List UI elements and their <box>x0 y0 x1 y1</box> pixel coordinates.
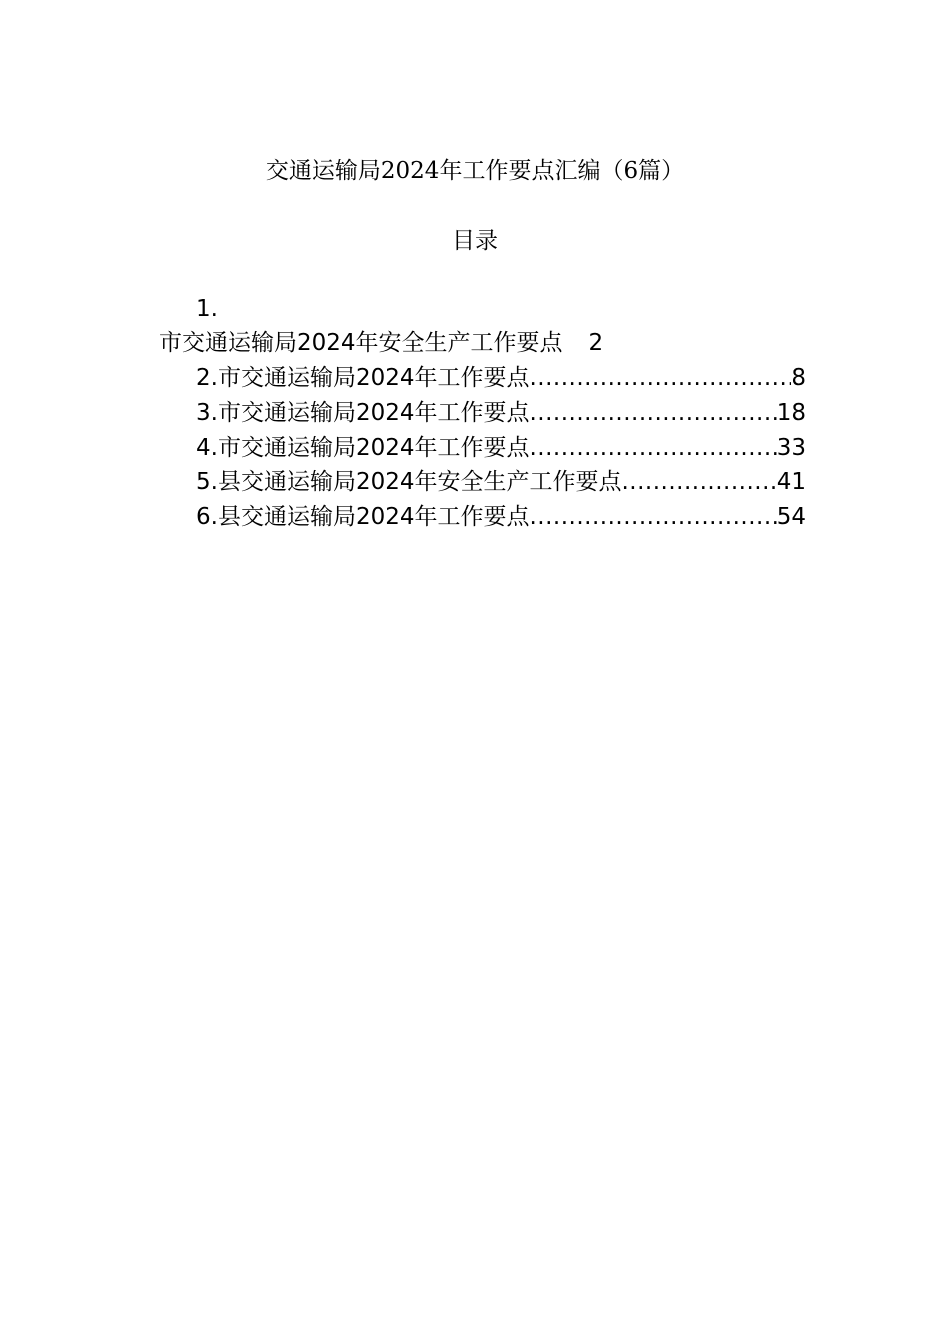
toc-entry-page: 54 <box>776 504 806 531</box>
toc-entry-1[interactable] <box>159 326 603 360</box>
toc-list <box>196 361 806 535</box>
toc-entry-page: 8 <box>791 365 806 391</box>
toc-entry-1-page: 2 <box>588 330 604 356</box>
dot-leader <box>621 465 776 500</box>
toc-entry-3[interactable] <box>196 396 806 431</box>
document-title: 交通运输局2024年工作要点汇编（6篇） <box>265 158 685 184</box>
toc-entry-text: 4.市交通运输局2024年工作要点 <box>196 434 530 461</box>
toc-entry-4[interactable] <box>196 431 806 466</box>
toc-entry-page: 18 <box>776 399 806 426</box>
toc-entry-2[interactable] <box>196 361 806 396</box>
toc-entry-1-number: 1. <box>196 296 218 322</box>
toc-heading: 目录 <box>452 228 498 254</box>
toc-entry-5[interactable] <box>196 465 806 500</box>
toc-entry-page: 41 <box>776 469 806 496</box>
toc-entry-text: 6.县交通运输局2024年工作要点 <box>196 504 530 531</box>
toc-entry-1-text: 市交通运输局2024年安全生产工作要点 <box>159 330 563 356</box>
toc-entry-text: 2.市交通运输局2024年工作要点 <box>196 365 530 391</box>
dot-leader <box>529 500 776 535</box>
toc-entry-6[interactable] <box>196 500 806 535</box>
toc-entry-text: 3.市交通运输局2024年工作要点 <box>196 399 530 426</box>
toc-entry-text: 5.县交通运输局2024年安全生产工作要点 <box>196 469 622 496</box>
dot-leader <box>529 431 776 466</box>
toc-entry-page: 33 <box>776 434 806 461</box>
dot-leader <box>529 396 776 431</box>
dot-leader <box>529 361 791 396</box>
